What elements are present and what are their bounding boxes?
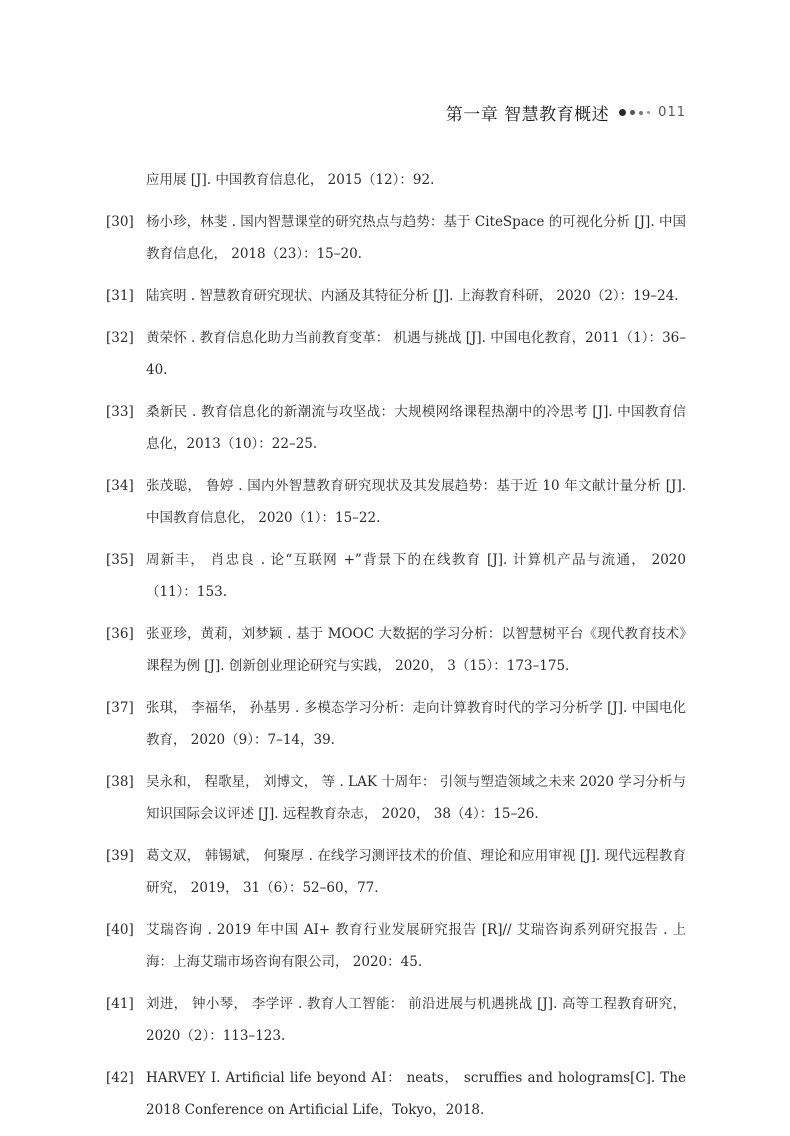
reference-text: 陆宾明 . 智慧教育研究现状、内涵及其特征分析 [J]. 上海教育科研， 2020（2）：19–24. [146,288,679,304]
reference-text: 周新丰， 肖忠良 . 论“互联网 +”背景下的在线教育 [J]. 计算机产品与流通， 2020（11）：153. [146,552,686,600]
reference-item [106,618,686,682]
reference-text: 张亚珍，黄莉，刘梦颖 . 基于 MOOC 大数据的学习分析：以智慧树平台《现代教育技术》课程为例 [J]. 创新创业理论研究与实践， 2020， 3（15）：173–175. [146,626,686,674]
dot-ornament-icon [619,109,626,116]
reference-text: 葛文双， 韩锡斌， 何聚厚 . 在线学习测评技术的价值、理论和应用审视 [J]. 现代远程教育研究， 2019， 31（6）：52–60，77. [146,848,686,896]
page-number: 011 [658,105,686,120]
dot-ornament-icon [639,111,643,115]
reference-text: HARVEY I. Artificial life beyond AI： neats， scruffies and holograms[C]. The 2018 Conference on Artificial Life，Tokyo，2018. [146,1070,686,1118]
reference-item [106,1062,686,1126]
reference-item [106,396,686,460]
chapter-title: 第一章 智慧教育概述 [445,105,610,125]
reference-number: [35] [106,552,134,568]
reference-number: [36] [106,626,134,642]
reference-text: 张茂聪， 鲁婷 . 国内外智慧教育研究现状及其发展趋势：基于近 10 年文献计量分析 [J]. 中国教育信息化， 2020（1）：15–22. [146,478,686,526]
reference-number: [38] [106,774,134,790]
reference-item [106,914,686,978]
reference-number: [32] [106,330,134,346]
reference-item [106,322,686,386]
reference-number: [34] [106,478,134,494]
reference-number: [40] [106,922,134,938]
reference-item [106,988,686,1052]
reference-continuation [106,164,686,196]
reference-number: [42] [106,1070,134,1086]
reference-item [106,206,686,270]
header-dots-ornament [619,109,650,116]
reference-text: 艾瑞咨询 . 2019 年中国 AI+ 教育行业发展研究报告 [R]// 艾瑞咨询系列研究报告 . 上海：上海艾瑞市场咨询有限公司， 2020：45. [146,922,686,970]
page-header [446,100,686,125]
reference-list [106,164,686,1136]
reference-item [106,766,686,830]
reference-text: 张琪， 李福华， 孙基男 . 多模态学习分析：走向计算教育时代的学习分析学 [J]. 中国电化教育， 2020（9）：7–14，39. [146,700,686,748]
reference-item [106,544,686,608]
reference-text: 黄荣怀 . 教育信息化助力当前教育变革： 机遇与挑战 [J]. 中国电化教育，2011（1）：36–40. [146,330,686,378]
reference-text: 桑新民 . 教育信息化的新潮流与攻坚战：大规模网络课程热潮中的冷思考 [J]. 中国教育信息化，2013（10）：22–25. [146,404,686,452]
dot-ornament-icon [647,111,650,114]
reference-item [106,840,686,904]
reference-number: [33] [106,404,134,420]
reference-number: [31] [106,288,134,304]
reference-number: [37] [106,700,134,716]
dot-ornament-icon [630,110,635,115]
reference-number: [39] [106,848,134,864]
reference-text: 刘进， 钟小琴， 李学评 . 教育人工智能： 前沿进展与机遇挑战 [J]. 高等工程教育研究， 2020（2）：113–123. [146,996,686,1044]
reference-item [106,280,686,312]
reference-item [106,692,686,756]
reference-number: [30] [106,214,134,230]
reference-text: 吴永和， 程歌星， 刘博文， 等 . LAK 十周年： 引领与塑造领域之未来 2020 学习分析与知识国际会议评述 [J]. 远程教育杂志， 2020， 38（4）：15–26. [146,774,686,822]
reference-text: 杨小珍，林斐 . 国内智慧课堂的研究热点与趋势：基于 CiteSpace 的可视化分析 [J]. 中国教育信息化， 2018（23）：15–20. [146,214,686,262]
reference-item [106,470,686,534]
reference-text: 应用展 [J]. 中国教育信息化， 2015（12）：92. [146,172,435,188]
reference-number: [41] [106,996,134,1012]
